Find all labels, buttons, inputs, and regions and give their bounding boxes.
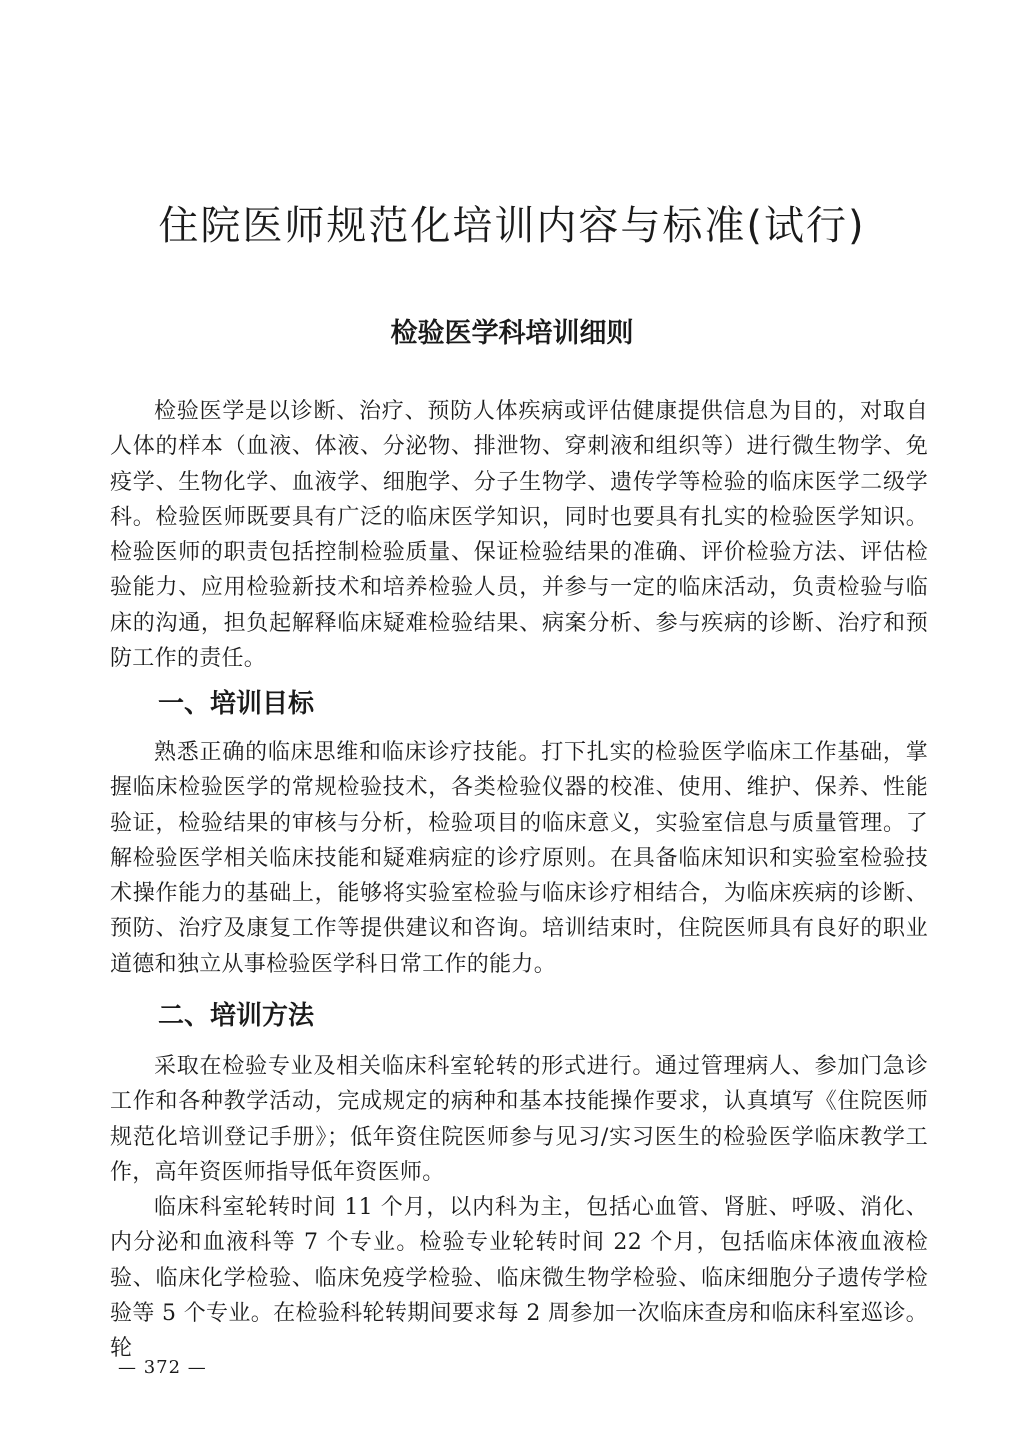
training-methods-paragraph-2: 临床科室轮转时间 11 个月，以内科为主，包括心血管、肾脏、呼吸、消化、内分泌和血液科等 7 个专业。检验专业轮转时间 22 个月，包括临床体液血液检验、临床化学检验、临床免疫学检验、临床微生物学检验、临床细胞分子遗传学检验等 5 个专业。在检验科轮转期间要求每 2 周参加一次临床查房和临床科室巡诊。轮	[110, 1195, 928, 1362]
intro-paragraph: 检验医学是以诊断、治疗、预防人体疾病或评估健康提供信息为目的，对取自人体的样本（血液、体液、分泌物、排泄物、穿刺液和组织等）进行微生物学、免疫学、生物化学、血液学、细胞学、分子生物学、遗传学等检验的临床医学二级学科。检验医师既要具有广泛的临床医学知识，同时也要具有扎实的检验医学知识。检验医师的职责包括控制检验质量、保证检验结果的准确、评价检验方法、评估检验能力、应用检验新技术和培养检验人员，并参与一定的临床活动，负责检验与临床的沟通，担负起解释临床疑难检验结果、病案分析、参与疾病的诊断、治疗和预防工作的责任。	[110, 399, 928, 672]
training-goals-paragraph: 熟悉正确的临床思维和临床诊疗技能。打下扎实的检验医学临床工作基础，掌握临床检验医学的常规检验技术，各类检验仪器的校准、使用、维护、保养、性能验证，检验结果的审核与分析，检验项目的临床意义，实验室信息与质量管理。了解检验医学相关临床技能和疑难病症的诊疗原则。在具备临床知识和实验室检验技术操作能力的基础上，能够将实验室检验与临床诊疗相结合，为临床疾病的诊断、预防、治疗及康复工作等提供建议和咨询。培训结束时，住院医师具有良好的职业道德和独立从事检验医学科日常工作的能力。	[110, 740, 928, 977]
page-number: — 372 —	[118, 1357, 207, 1378]
section-heading-training-methods: 二、培训方法	[158, 1001, 315, 1031]
document-title: 住院医师规范化培训内容与标准(试行)	[158, 203, 866, 249]
document-subtitle: 检验医学科培训细则	[390, 318, 634, 349]
section-heading-training-goals: 一、培训目标	[158, 689, 315, 719]
training-methods-paragraph-1: 采取在检验专业及相关临床科室轮转的形式进行。通过管理病人、参加门急诊工作和各种教学活动，完成规定的病种和基本技能操作要求，认真填写《住院医师规范化培训登记手册》；低年资住院医师参与见习/实习医生的检验医学临床教学工作，高年资医师指导低年资医师。	[110, 1054, 928, 1185]
